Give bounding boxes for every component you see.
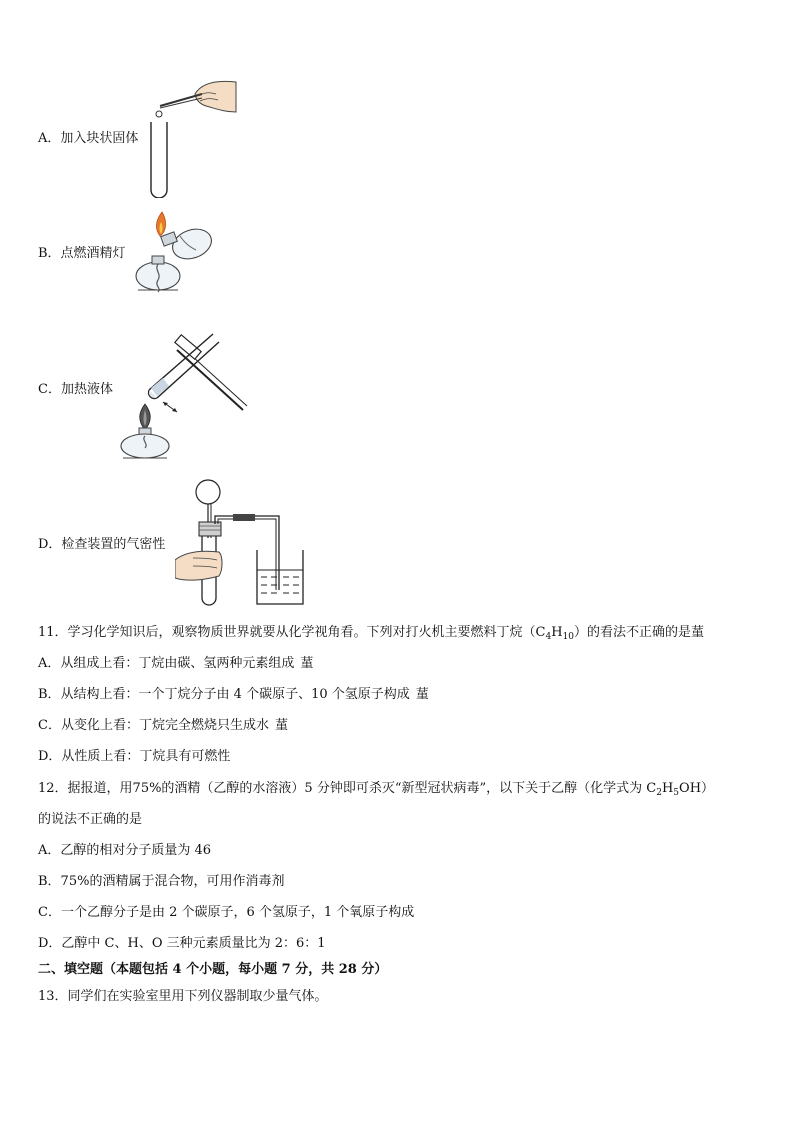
heat-liquid-figure <box>115 320 250 462</box>
q12-stem-line2: 的说法不正确的是 <box>38 812 143 827</box>
add-solid-figure <box>140 76 240 198</box>
option-c-label: C．加热液体 <box>38 382 113 397</box>
q12-stem-line1: 12．据报道，用75%的酒精（乙醇的水溶液）5 分钟即可杀灭“新型冠状病毒”，以下关于乙醇（化学式为 $C_2H_5OH$） <box>38 781 715 798</box>
q12-option-a: A．乙醇的相对分子质量为 46 <box>38 843 212 858</box>
option-a-label: A．加入块状固体 <box>38 131 139 146</box>
q11-stem: 11．学习化学知识后，观察物质世界就要从化学视角看。下列对打火机主要燃料丁烷$(C_4H_{10})$的看法不正确的是蓳 <box>38 625 705 642</box>
option-b-label: B．点燃酒精灯 <box>38 246 126 261</box>
q11-option-d: D．从性质上看：丁烷具有可燃性 <box>38 749 231 764</box>
q12-option-d: D．乙醇中 C、H、O 三种元素质量比为 2：6：1 <box>38 936 326 951</box>
option-d-label: D．检查装置的气密性 <box>38 537 166 552</box>
section-heading: 二、填空题（本题包括 4 个小题，每小题 7 分，共 28 分） <box>38 962 388 977</box>
q11-option-b: B．从结构上看：一个丁烷分子由 4 个碳原子、10 个氢原子构成 蓳 <box>38 687 429 702</box>
q11-option-c: C．从变化上看：丁烷完全燃烧只生成水 蓳 <box>38 718 288 733</box>
check-airtightness-figure <box>175 478 310 610</box>
q11-option-a: A．从组成上看：丁烷由碳、氢两种元素组成 蓳 <box>38 656 314 671</box>
q13-stem: 13．同学们在实验室里用下列仪器制取少量气体。 <box>38 989 328 1004</box>
q12-option-c: C．一个乙醇分子是由 2 个碳原子，6 个氢原子，1 个氧原子构成 <box>38 905 415 920</box>
q12-option-b: B．75%的酒精属于混合物，可用作消毒剂 <box>38 874 285 889</box>
light-alcohol-lamp-figure <box>130 206 220 298</box>
